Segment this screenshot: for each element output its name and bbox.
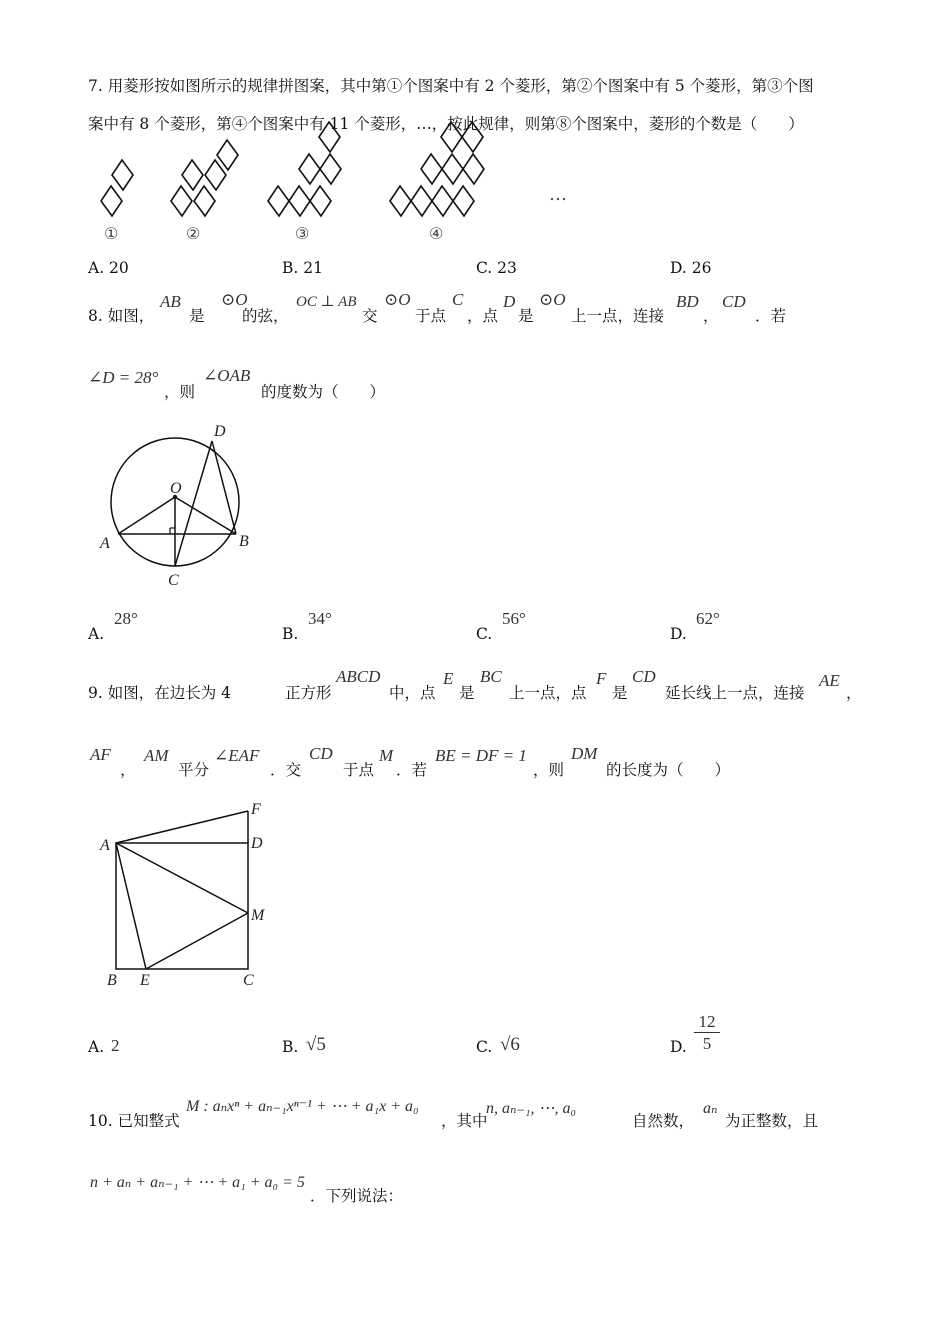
q10-text-intro: 10. 已知整式 [88, 1112, 180, 1130]
q9-square-figure [95, 798, 295, 998]
q9-option-d-denominator: 5 [702, 1034, 712, 1053]
q7-rhombus-figures [0, 140, 950, 230]
q9-label-f: F [251, 801, 261, 818]
q9-math-m: M [379, 746, 394, 765]
q8-option-c-letter[interactable]: C. [476, 625, 493, 643]
q10-text-where: ，其中 [441, 1112, 488, 1130]
q8-math-angle-oab: ∠OAB [203, 366, 251, 385]
q9-text-comma: ， [846, 684, 862, 702]
q8-option-b-value[interactable]: 34° [308, 609, 332, 628]
q8-label-a: A [100, 535, 110, 552]
q8-math-circle-o-2: ⊙O [384, 290, 411, 309]
q7-figure-label-4: ④ [429, 224, 444, 243]
q9-option-d-numerator: 12 [694, 1012, 720, 1033]
q8-text-ruo: ．若 [755, 307, 787, 325]
rhombus [453, 186, 474, 216]
q9-text-jiao: ．交 [270, 761, 302, 779]
q8-circle-figure [90, 420, 270, 600]
rhombus [101, 186, 122, 216]
q9-math-af: AF [90, 745, 111, 764]
q8-math-cd: CD [722, 292, 746, 311]
q7-text-line2: 案中有 8 个菱形，第④个图案中有 11 个菱形，…，按此规律，则第⑧个图案中，菱形的个数是（ ） [88, 115, 804, 133]
q8-math-circle-o: ⊙O [221, 290, 248, 309]
rhombus [112, 160, 133, 190]
q8-math-d: D [503, 292, 516, 311]
q8-math-bd: BD [676, 292, 699, 311]
q10-text-positive: 为正整数，且 [725, 1112, 819, 1130]
rhombus [217, 140, 238, 170]
q8-option-b-letter[interactable]: B. [282, 625, 299, 643]
q9-label-m: M [251, 907, 265, 924]
q9-math-abcd: ABCD [336, 667, 381, 686]
q9-option-d-fraction[interactable] [694, 1012, 720, 1055]
rhombus [390, 186, 411, 216]
q8-text-degree-q: 的度数为（ ） [261, 383, 386, 401]
q9-math-cd: CD [632, 667, 656, 686]
q8-option-c-value[interactable]: 56° [502, 609, 526, 628]
q8-option-d-value[interactable]: 62° [696, 609, 720, 628]
rhombus [171, 186, 192, 216]
rhombus [268, 186, 289, 216]
q9-label-d: D [251, 835, 263, 852]
q9-math-f: F [596, 669, 607, 688]
q7-option-a[interactable]: A. 20 [88, 259, 129, 277]
rhombus [463, 154, 484, 184]
rhombus [299, 154, 320, 184]
q9-label-c: C [243, 972, 254, 989]
q9-math-cd-2: CD [309, 744, 333, 763]
q9-math-ae: AE [819, 671, 840, 690]
q9-text-shi: 是 [459, 684, 475, 702]
q8-label-b: B [239, 533, 249, 550]
q7-figure-label-3: ③ [295, 224, 310, 243]
q9-option-b-letter[interactable]: B. [282, 1038, 299, 1056]
q8-text-ze: ，则 [164, 383, 196, 401]
q7-option-c[interactable]: C. 23 [476, 259, 517, 277]
q9-math-dm: DM [571, 744, 598, 763]
rhombus [194, 186, 215, 216]
q8-text-chord: 的弦， [242, 307, 289, 325]
q8-text-yudian: 于点 [415, 307, 447, 325]
q8-math-circle-o-3: ⊙O [539, 290, 566, 309]
q9-text-zhong: 中，点 [389, 684, 436, 702]
q8-text-intro: 8. 如图， [88, 307, 155, 325]
q9-text-intro: 9. 如图，在边长为 4 [88, 684, 232, 702]
q9-option-a-letter[interactable]: A. [88, 1038, 105, 1056]
rhombus [411, 186, 432, 216]
rhombus [432, 186, 453, 216]
q8-label-c: C [168, 572, 179, 589]
rhombus [310, 186, 331, 216]
q9-label-e: E [140, 972, 150, 989]
q9-math-angle-eaf: ∠EAF [214, 746, 260, 765]
q7-text-line1: 7. 用菱形按如图所示的规律拼图案，其中第①个图案中有 2 个菱形，第②个图案中有 5 个菱形，第③个图 [88, 77, 814, 95]
q9-text-onpoint: 上一点，点 [509, 684, 587, 702]
q8-text-dian: ，点 [467, 307, 499, 325]
rhombus [182, 160, 203, 190]
q10-math-an: aₙ [703, 1100, 718, 1117]
q10-math-sum: n + aₙ + aₙ₋₁ + ⋯ + a₁ + a₀ = 5 [90, 1174, 305, 1191]
q8-text-connect: 上一点，连接 [571, 307, 665, 325]
q9-option-d-letter[interactable]: D. [670, 1038, 687, 1056]
q9-option-c-value[interactable]: √6 [500, 1034, 520, 1055]
q8-math-perp: OC ⊥ AB [296, 294, 357, 310]
q8-option-a-value[interactable]: 28° [114, 609, 138, 628]
rhombus [442, 154, 463, 184]
q9-label-b: B [107, 972, 117, 989]
rhombus [421, 154, 442, 184]
q7-option-b[interactable]: B. 21 [282, 259, 323, 277]
rhombus [320, 154, 341, 184]
q9-math-bc: BC [480, 667, 502, 686]
q8-label-o: O [170, 480, 182, 497]
q7-option-d[interactable]: D. 26 [670, 259, 712, 277]
rhombus [205, 160, 226, 190]
q9-label-a: A [100, 837, 110, 854]
q10-math-expression: M : aₙxⁿ + aₙ₋₁xⁿ⁻¹ + ⋯ + a₁x + a₀ [186, 1098, 419, 1115]
q8-text-comma: ， [703, 307, 719, 325]
q8-math-angle-d: ∠D = 28° [88, 368, 159, 387]
q9-text-bisect: 平分 [178, 761, 210, 779]
q9-text-ze: ，则 [533, 761, 565, 779]
q9-text-ruo: ．若 [396, 761, 428, 779]
q9-option-a-value[interactable]: 2 [111, 1036, 120, 1055]
q9-text-comma-2: ， [120, 761, 136, 779]
q9-text-shi-2: 是 [612, 684, 628, 702]
q9-math-e: E [443, 669, 454, 688]
q8-option-a-letter[interactable]: A. [88, 625, 105, 643]
q7-figure-label-2: ② [186, 224, 201, 243]
q10-text-natural: 自然数， [632, 1112, 695, 1130]
q8-label-d: D [214, 423, 226, 440]
q7-ellipsis: … [549, 184, 567, 205]
q9-math-eq: BE = DF = 1 [435, 746, 527, 765]
q7-figure-label-1: ① [104, 224, 119, 243]
q9-text-length-q: 的长度为（ ） [606, 761, 731, 779]
q9-option-b-value[interactable]: √5 [306, 1034, 326, 1055]
q9-text-yudian: 于点 [343, 761, 375, 779]
rhombus [289, 186, 310, 216]
q9-text-square: 正方形 [285, 684, 332, 702]
q10-text-following: ．下列说法： [310, 1187, 404, 1205]
q8-text-shi: 是 [189, 307, 205, 325]
q9-option-c-letter[interactable]: C. [476, 1038, 493, 1056]
q8-text-shi-2: 是 [518, 307, 534, 325]
q8-option-d-letter[interactable]: D. [670, 625, 687, 643]
q8-math-c: C [452, 290, 464, 309]
q8-text-jiao: 交 [362, 307, 378, 325]
q9-math-am: AM [144, 746, 169, 765]
q9-text-extension: 延长线上一点，连接 [665, 684, 805, 702]
q8-math-ab: AB [160, 292, 181, 311]
q10-math-vars: n, aₙ₋₁, ⋯, a₀ [486, 1100, 577, 1117]
